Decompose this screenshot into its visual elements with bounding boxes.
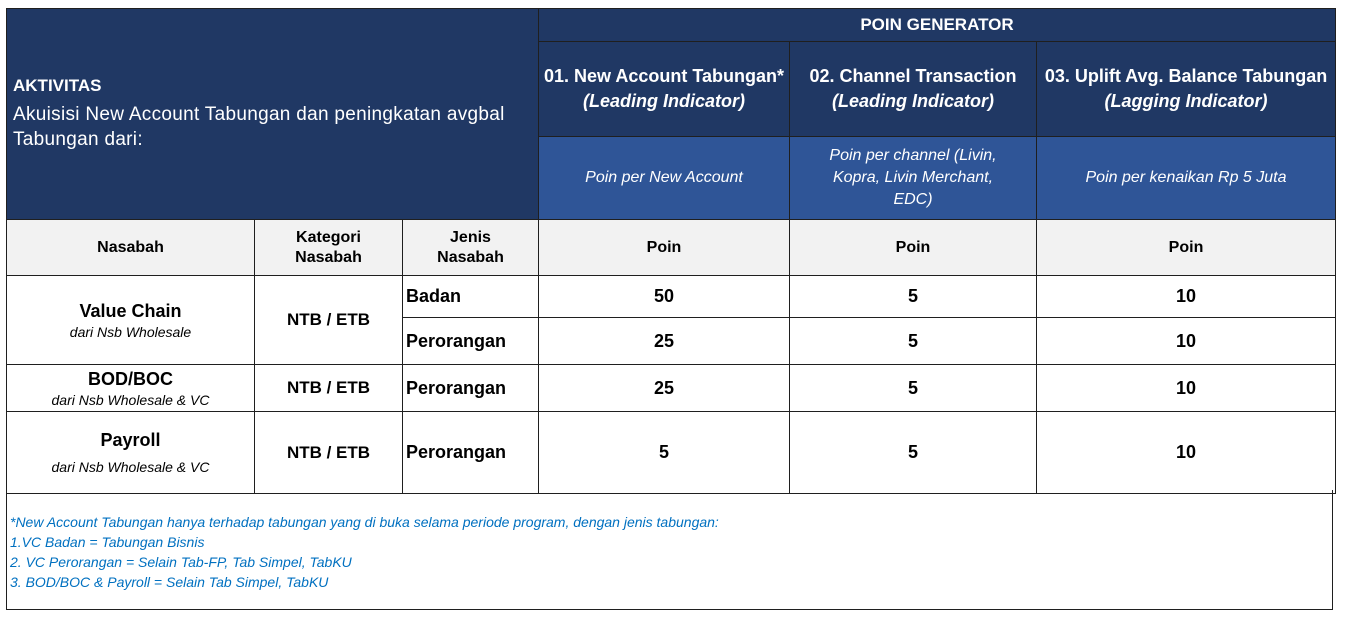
nasabah-source: dari Nsb Wholesale & VC bbox=[51, 391, 210, 408]
kategori-cell: NTB / ETB bbox=[255, 365, 403, 412]
nasabah-name: Value Chain bbox=[79, 300, 182, 321]
nasabah-cell bbox=[7, 276, 255, 365]
poin-channel: 5 bbox=[790, 318, 1037, 365]
poin-new-account: 5 bbox=[539, 412, 790, 494]
poin-uplift: 10 bbox=[1037, 318, 1336, 365]
kategori-cell: NTB / ETB bbox=[255, 276, 403, 365]
poin-new-account: 25 bbox=[539, 318, 790, 365]
jenis-cell: Perorangan bbox=[403, 412, 539, 494]
nasabah-cell bbox=[7, 365, 255, 412]
poin-new-account: 50 bbox=[539, 276, 790, 318]
poin-new-account: 25 bbox=[539, 365, 790, 412]
generator-indicator: (Leading Indicator) bbox=[832, 91, 994, 111]
generator-title: 01. New Account Tabungan* bbox=[543, 66, 785, 86]
generator-subheader-new-account bbox=[539, 137, 790, 220]
subheader-text: Poin per kenaikan Rp 5 Juta bbox=[1085, 169, 1287, 186]
column-header-kategori-label: Kategori Nasabah bbox=[295, 228, 362, 266]
nasabah-source: dari Nsb Wholesale bbox=[69, 323, 192, 340]
footnote-line: 3. BOD/BOC & Payroll = Selain Tab Simpel, TabKU bbox=[10, 574, 329, 590]
column-header-poin-2: Poin bbox=[790, 220, 1037, 276]
column-header-kategori bbox=[255, 220, 403, 276]
poin-generator-header: POIN GENERATOR bbox=[539, 9, 1336, 42]
jenis-cell: Perorangan bbox=[403, 318, 539, 365]
column-header-poin-3: Poin bbox=[1037, 220, 1336, 276]
generator-title: 03. Uplift Avg. Balance Tabungan bbox=[1044, 66, 1328, 86]
poin-table bbox=[6, 8, 1336, 494]
jenis-cell: Perorangan bbox=[403, 365, 539, 412]
nasabah-source: dari Nsb Wholesale & VC bbox=[51, 459, 210, 475]
generator-header-new-account bbox=[539, 42, 790, 137]
column-header-poin-1: Poin bbox=[539, 220, 790, 276]
generator-indicator: (Leading Indicator) bbox=[583, 91, 745, 111]
aktivitas-title: AKTIVITAS bbox=[13, 76, 102, 95]
generator-header-channel-transaction bbox=[790, 42, 1037, 137]
aktivitas-header bbox=[7, 9, 539, 220]
poin-channel: 5 bbox=[790, 276, 1037, 318]
table-row bbox=[7, 412, 1336, 494]
kategori-cell: NTB / ETB bbox=[255, 412, 403, 494]
jenis-cell: Badan bbox=[403, 276, 539, 318]
column-header-jenis-label: Jenis Nasabah bbox=[437, 228, 504, 266]
aktivitas-description: Akuisisi New Account Tabungan dan peningkatan avgbal Tabungan dari: bbox=[13, 104, 505, 150]
footnote-line: *New Account Tabungan hanya terhadap tabungan yang di buka selama periode program, dengan jenis tabungan: bbox=[10, 514, 719, 530]
poin-uplift: 10 bbox=[1037, 276, 1336, 318]
poin-uplift: 10 bbox=[1037, 365, 1336, 412]
footnote-line: 1.VC Badan = Tabungan Bisnis bbox=[10, 534, 205, 550]
generator-header-uplift-balance bbox=[1037, 42, 1336, 137]
table-row bbox=[7, 276, 1336, 318]
nasabah-name: Payroll bbox=[100, 430, 161, 450]
column-header-jenis bbox=[403, 220, 539, 276]
generator-title: 02. Channel Transaction bbox=[809, 66, 1017, 86]
poin-uplift: 10 bbox=[1037, 412, 1336, 494]
subheader-text: Poin per New Account bbox=[585, 169, 743, 186]
poin-channel: 5 bbox=[790, 365, 1037, 412]
column-header-nasabah: Nasabah bbox=[7, 220, 255, 276]
generator-indicator: (Lagging Indicator) bbox=[1104, 91, 1268, 111]
footnotes bbox=[6, 490, 1333, 610]
generator-subheader-channel bbox=[790, 137, 1037, 220]
subheader-text: Poin per channel (Livin, Kopra, Livin Merchant, EDC) bbox=[829, 147, 997, 208]
poin-channel: 5 bbox=[790, 412, 1037, 494]
nasabah-cell bbox=[7, 412, 255, 494]
nasabah-name: BOD/BOC bbox=[88, 368, 173, 389]
generator-subheader-uplift bbox=[1037, 137, 1336, 220]
footnote-line: 2. VC Perorangan = Selain Tab-FP, Tab Simpel, TabKU bbox=[10, 554, 352, 570]
table-row bbox=[7, 365, 1336, 412]
